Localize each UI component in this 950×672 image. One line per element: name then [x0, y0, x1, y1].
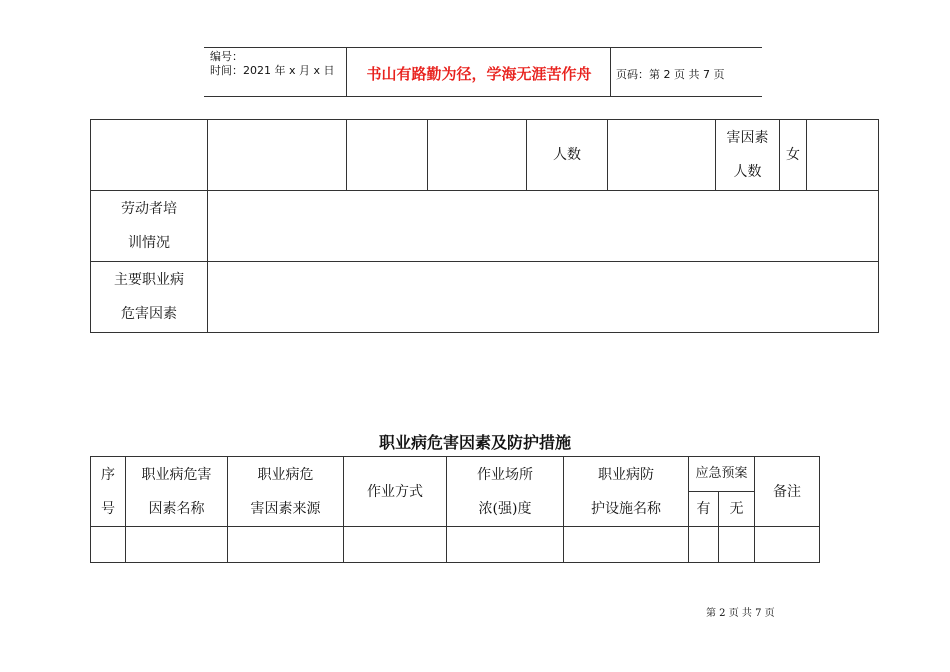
- remark-header: 备注: [755, 457, 820, 527]
- hazard-headcount-line2: 人数: [733, 164, 762, 180]
- hazards-value-cell: [208, 262, 879, 333]
- table-cell: [347, 120, 428, 191]
- hazards-label-line1: 主要职业病: [114, 272, 184, 288]
- header-number-label: 编号：: [210, 50, 243, 63]
- table-cell: [689, 527, 719, 563]
- protection-table-title: 职业病危害因素及防护措施: [378, 433, 571, 452]
- header-motto: 书山有路勤为径，学海无涯苦作舟: [366, 65, 592, 83]
- table-cell: [807, 120, 879, 191]
- concentration-header-line1: 作业场所: [477, 466, 533, 483]
- hazard-headcount-line1: 害因素: [726, 130, 769, 146]
- training-value-cell: [208, 191, 879, 262]
- hazard-source-header-line1: 职业病危: [257, 466, 314, 483]
- table-cell: [126, 527, 228, 563]
- table-cell: [564, 527, 689, 563]
- table-row: [91, 262, 879, 333]
- table-header-row: [91, 457, 820, 492]
- header-time-label: 时间：2021 年 x 月 x 日: [210, 64, 335, 77]
- concentration-header-line2: 浓(强)度: [478, 500, 532, 517]
- table-cell: [447, 527, 564, 563]
- header-page-info: 页码：第 2 页 共 7 页: [616, 68, 725, 81]
- concentration-header: [447, 457, 564, 527]
- page-footer: 第 2 页 共 7 页: [706, 608, 775, 619]
- work-mode-header: 作业方式: [344, 457, 447, 527]
- hazard-headcount-cell: [716, 120, 780, 191]
- table-cell: [228, 527, 344, 563]
- plan-yes-header: 有: [689, 492, 719, 527]
- seq-header-line1: 序: [101, 466, 115, 483]
- hazard-source-header: [228, 457, 344, 527]
- training-label-line2: 训情况: [128, 235, 170, 251]
- hazard-name-header-line1: 职业病危害: [141, 466, 212, 483]
- table-cell: [91, 527, 126, 563]
- table-row: [91, 120, 879, 191]
- table-cell: [719, 527, 755, 563]
- header-divider-left: [346, 47, 347, 97]
- header-top-rule: [204, 47, 762, 48]
- training-label-line1: 劳动者培: [121, 201, 177, 217]
- female-cell: 女: [780, 120, 807, 191]
- hazard-name-header: [126, 457, 228, 527]
- hazard-name-header-line2: 因素名称: [148, 500, 205, 517]
- workforce-table: [90, 119, 879, 333]
- table-cell: [91, 120, 208, 191]
- header-bottom-rule: [204, 96, 762, 97]
- hazards-label-line2: 危害因素: [121, 306, 177, 322]
- header-number-time: [210, 50, 335, 78]
- table-cell: [208, 120, 347, 191]
- table-cell: [608, 120, 716, 191]
- protection-facility-header: [564, 457, 689, 527]
- hazards-label-cell: [91, 262, 208, 333]
- protection-facility-header-line2: 护设施名称: [591, 500, 661, 517]
- training-label-cell: [91, 191, 208, 262]
- table-cell: [344, 527, 447, 563]
- table-row: [91, 527, 820, 563]
- protection-facility-header-line1: 职业病防: [598, 466, 654, 483]
- table-cell: [755, 527, 820, 563]
- protection-table: [90, 456, 820, 563]
- headcount-cell: 人数: [527, 120, 608, 191]
- table-cell: [428, 120, 527, 191]
- seq-header-line2: 号: [101, 500, 115, 517]
- header-divider-right: [610, 47, 611, 97]
- table-row: [91, 191, 879, 262]
- emergency-plan-header: 应急预案: [689, 457, 755, 492]
- seq-header: [91, 457, 126, 527]
- hazard-source-header-line2: 害因素来源: [250, 500, 321, 517]
- plan-no-header: 无: [719, 492, 755, 527]
